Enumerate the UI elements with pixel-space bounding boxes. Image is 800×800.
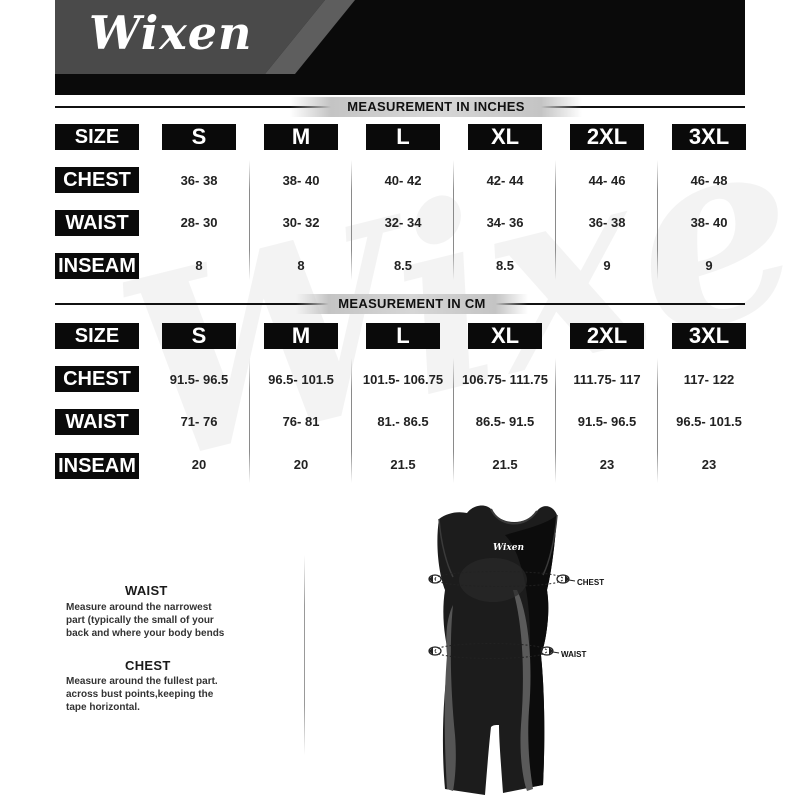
trisuit-illustration [395, 495, 635, 800]
inches-chest-3xl: 46- 48 [690, 173, 728, 188]
cm-waist-label: WAIST [55, 409, 139, 435]
cm-waist-m: 76- 81 [282, 414, 320, 429]
chest-note-title: CHEST [125, 658, 171, 673]
inches-inseam-m: 8 [297, 258, 305, 273]
inches-column-divider [351, 160, 352, 280]
brand-logo: Wixen [89, 6, 253, 60]
cm-column-divider [657, 358, 658, 483]
waist-note-line: part (typically the small of your [66, 615, 214, 626]
inches-section-title: MEASUREMENT IN INCHES [290, 97, 582, 117]
waist-arrow-label: WAIST [561, 650, 587, 659]
inches-size-m: M [264, 124, 338, 150]
inches-size-xl: XL [468, 124, 542, 150]
chest-note-line: tape horizontal. [66, 702, 140, 713]
cm-waist-xl: 86.5- 91.5 [475, 414, 535, 429]
trisuit-logo: Wixen [493, 543, 525, 553]
cm-chest-xl: 106.75- 111.75 [461, 372, 549, 387]
inches-waist-m: 30- 32 [282, 215, 320, 230]
cm-inseam-xl: 21.5 [492, 457, 518, 472]
inches-size-3xl: 3XL [672, 124, 746, 150]
waist-note-line: back and where your body bends [66, 628, 225, 639]
cm-size-3xl: 3XL [672, 323, 746, 349]
cm-column-divider [351, 358, 352, 483]
notes-divider [304, 555, 305, 755]
inches-chest-s: 36- 38 [180, 173, 218, 188]
cm-chest-label: CHEST [55, 366, 139, 392]
cm-inseam-label: INSEAM [55, 453, 139, 479]
inches-inseam-2xl: 9 [603, 258, 611, 273]
cm-inseam-m: 20 [293, 457, 309, 472]
cm-size-m: M [264, 323, 338, 349]
inches-chest-label: CHEST [55, 167, 139, 193]
inches-waist-2xl: 36- 38 [588, 215, 626, 230]
cm-chest-m: 96.5- 101.5 [268, 372, 334, 387]
cm-chest-2xl: 111.75- 117 [573, 372, 641, 387]
inches-size-s: S [162, 124, 236, 150]
cm-inseam-s: 20 [191, 457, 207, 472]
inches-waist-3xl: 38- 40 [690, 215, 728, 230]
inches-chest-xl: 42- 44 [486, 173, 524, 188]
inches-inseam-l: 8.5 [393, 258, 413, 273]
inches-chest-m: 38- 40 [282, 173, 320, 188]
inches-column-divider [555, 160, 556, 280]
cm-inseam-2xl: 23 [599, 457, 615, 472]
cm-column-divider [555, 358, 556, 483]
inches-column-divider [453, 160, 454, 280]
chest-arrow-label: CHEST [577, 578, 605, 587]
waist-note-text [66, 601, 266, 640]
cm-size-xl: XL [468, 323, 542, 349]
cm-chest-l: 101.5- 106.75 [362, 372, 444, 387]
cm-column-divider [249, 358, 250, 483]
inches-inseam-label: INSEAM [55, 253, 139, 279]
chest-note-line: across bust points,keeping the [66, 689, 214, 700]
chest-note-line: Measure around the fullest part. [66, 676, 218, 687]
inches-waist-label: WAIST [55, 210, 139, 236]
cm-chest-s: 91.5- 96.5 [169, 372, 229, 387]
inches-chest-l: 40- 42 [384, 173, 422, 188]
brand-header [55, 0, 745, 95]
inches-waist-s: 28- 30 [180, 215, 218, 230]
inches-chest-2xl: 44- 46 [588, 173, 626, 188]
cm-waist-s: 71- 76 [180, 414, 218, 429]
chest-note-text [66, 675, 266, 714]
cm-inseam-3xl: 23 [701, 457, 717, 472]
cm-column-divider [453, 358, 454, 483]
inches-inseam-3xl: 9 [705, 258, 713, 273]
waist-note-line: Measure around the narrowest [66, 602, 212, 613]
inches-waist-l: 32- 34 [384, 215, 422, 230]
inches-inseam-xl: 8.5 [495, 258, 515, 273]
inches-size-label: SIZE [55, 124, 139, 150]
cm-size-label: SIZE [55, 323, 139, 349]
cm-section-title: MEASUREMENT IN CM [296, 294, 528, 314]
inches-waist-xl: 34- 36 [486, 215, 524, 230]
cm-chest-3xl: 117- 122 [683, 372, 735, 387]
cm-size-s: S [162, 323, 236, 349]
inches-column-divider [657, 160, 658, 280]
waist-note-title: WAIST [125, 583, 168, 598]
cm-waist-2xl: 91.5- 96.5 [577, 414, 637, 429]
cm-waist-l: 81.- 86.5 [377, 414, 429, 429]
inches-column-divider [249, 160, 250, 280]
cm-size-2xl: 2XL [570, 323, 644, 349]
inches-inseam-s: 8 [195, 258, 203, 273]
cm-inseam-l: 21.5 [390, 457, 416, 472]
inches-size-2xl: 2XL [570, 124, 644, 150]
cm-size-l: L [366, 323, 440, 349]
cm-waist-3xl: 96.5- 101.5 [676, 414, 742, 429]
inches-size-l: L [366, 124, 440, 150]
